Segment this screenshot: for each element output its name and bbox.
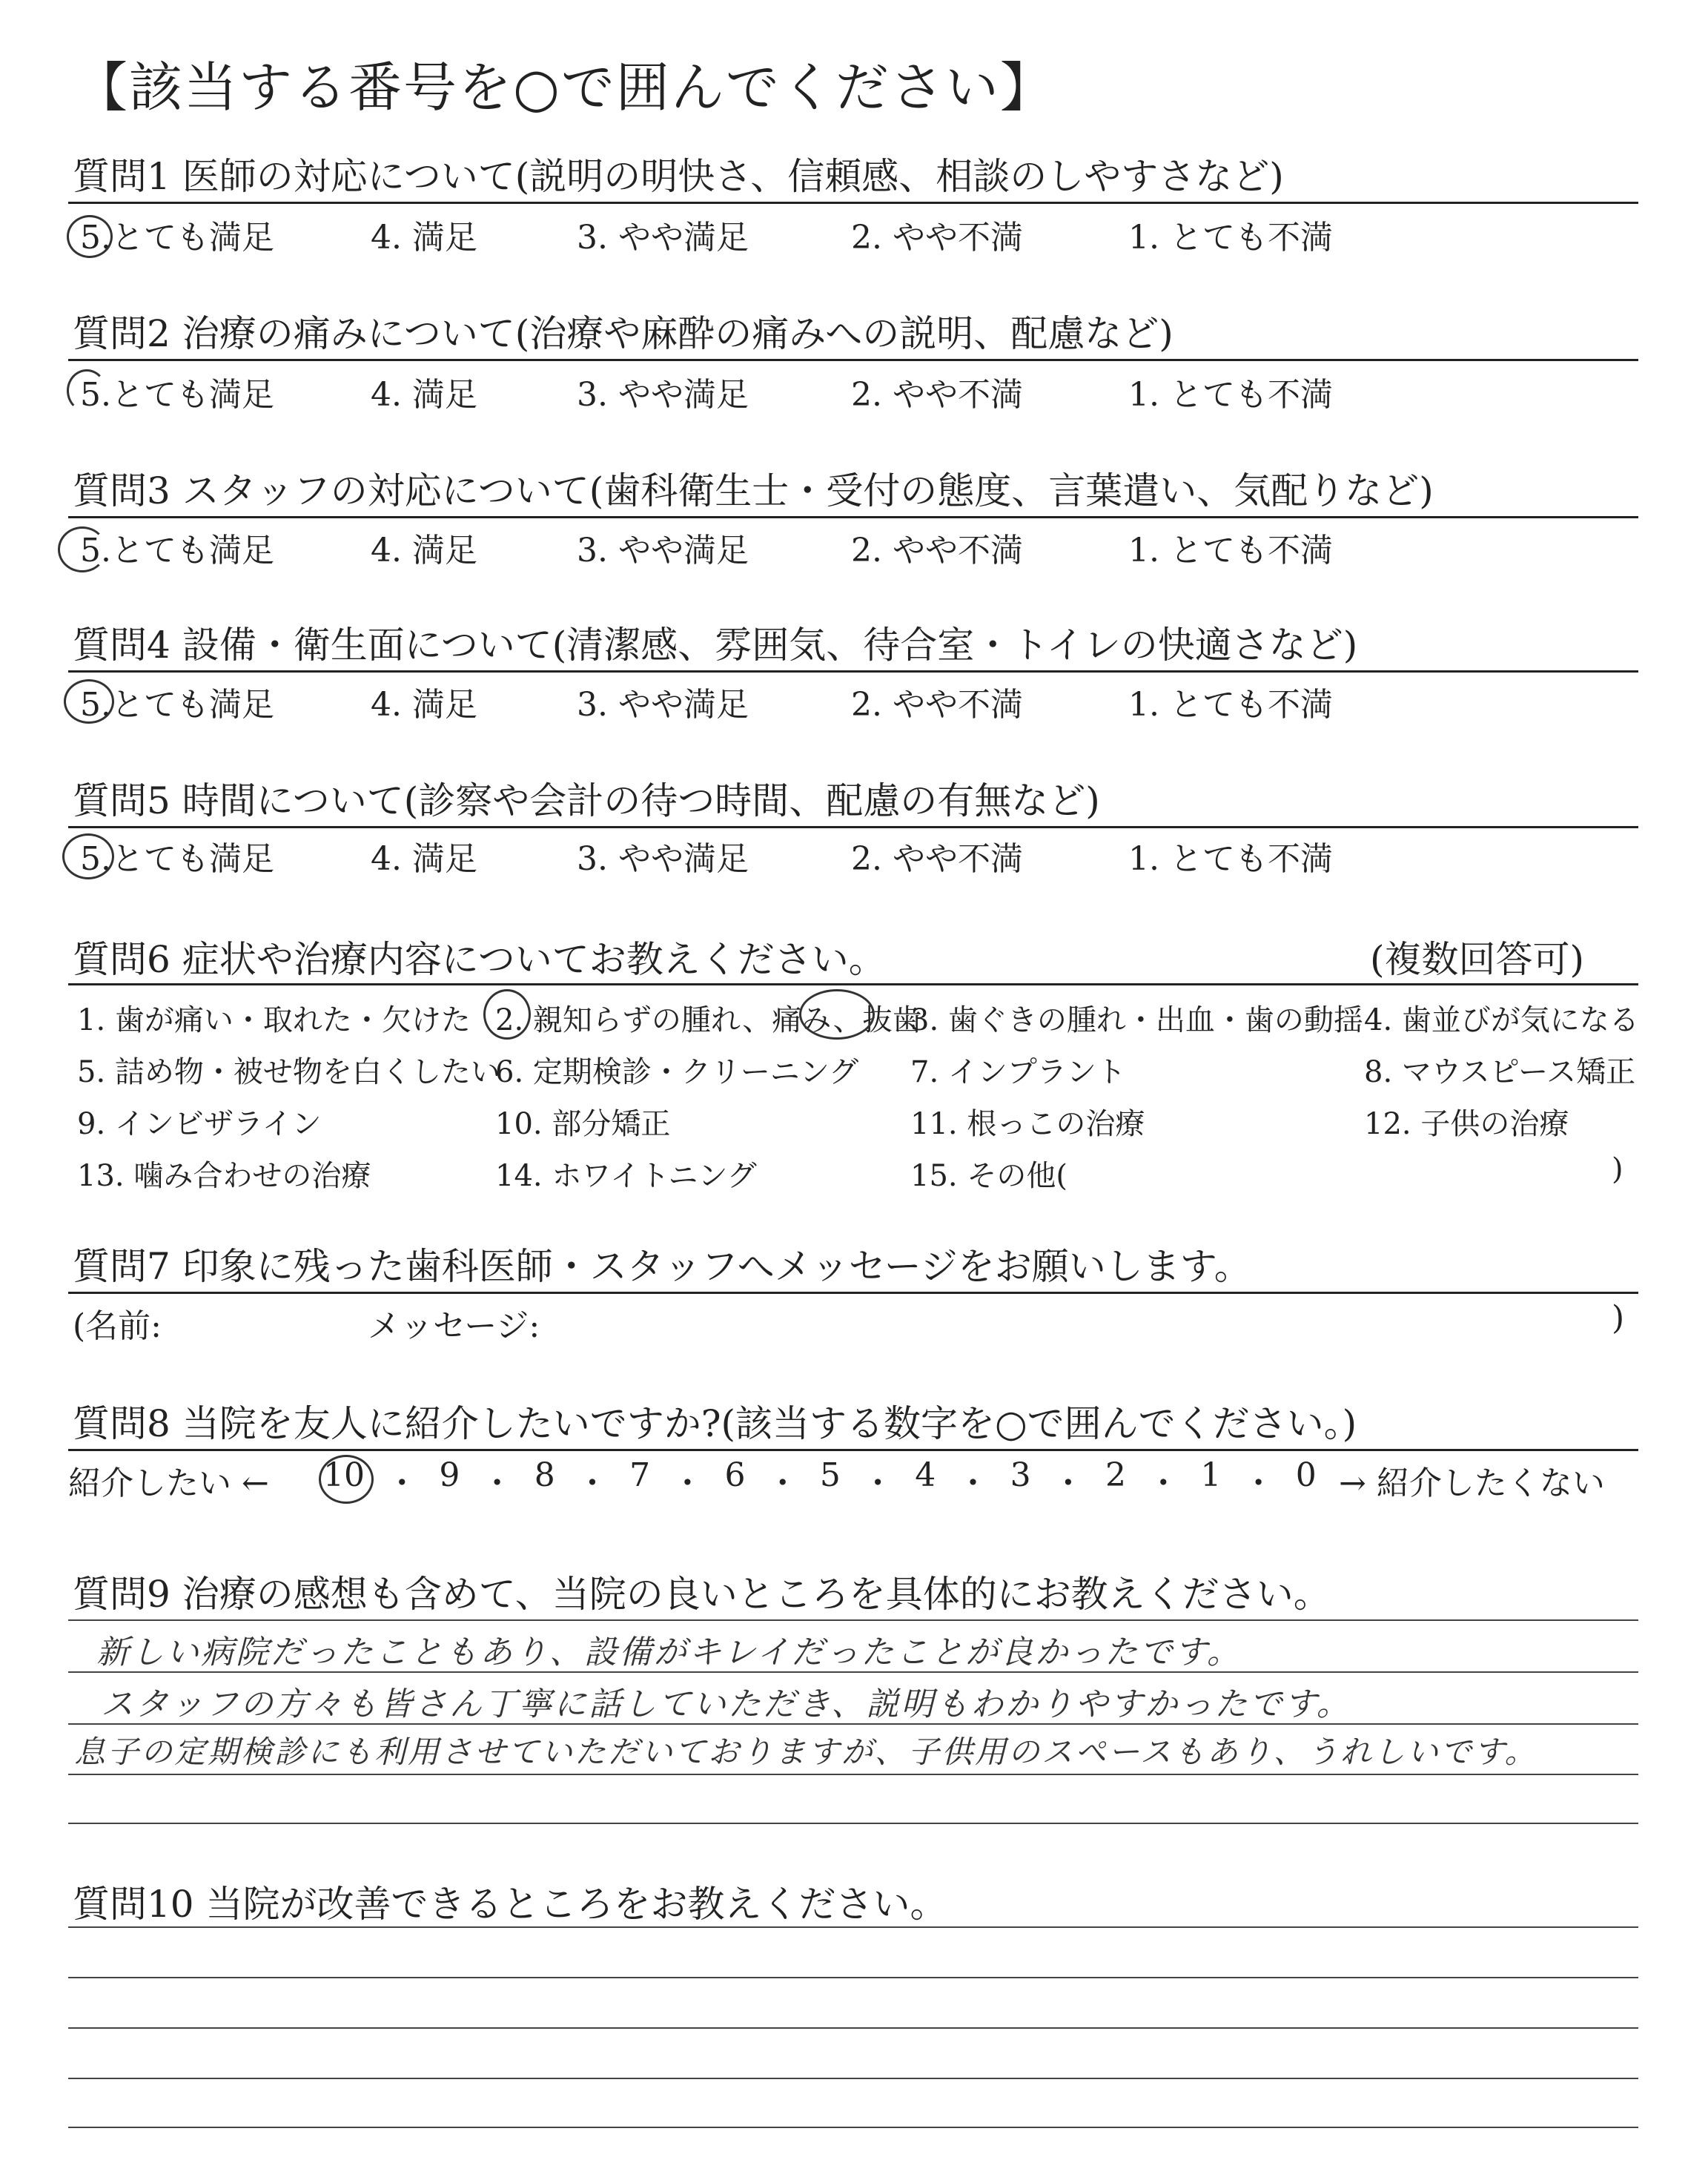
scale-dot: ・ bbox=[671, 1464, 704, 1502]
scale-dot: ・ bbox=[956, 1464, 990, 1502]
symptom-option[interactable]: 6. 定期検診・クリーニング bbox=[495, 1055, 859, 1089]
handwritten-answer: 息子の定期検診にも利用させていただいておりますが、子供用のスペースもあり、うれしいです。 bbox=[74, 1734, 1538, 1770]
close-paren: ) bbox=[1612, 1299, 1625, 1337]
divider bbox=[68, 1292, 1638, 1294]
rating-option-1[interactable]: 1. とても不満 bbox=[1128, 532, 1333, 569]
answer-line bbox=[68, 1926, 1638, 1928]
divider bbox=[68, 983, 1638, 985]
question-label: 質問3 スタッフの対応について(歯科衛生士・受付の態度、言葉遣い、気配りなど) bbox=[73, 469, 1434, 512]
answer-line bbox=[68, 1977, 1638, 1978]
handwritten-answer: スタッフの方々も皆さん丁寧に話していただき、説明もわかりやすかったです。 bbox=[101, 1685, 1351, 1723]
selection-circle bbox=[58, 526, 107, 572]
scale-dot: ・ bbox=[385, 1464, 419, 1502]
selection-circle bbox=[67, 215, 113, 258]
scale-value-6[interactable]: 6 bbox=[724, 1456, 746, 1494]
rating-option-3[interactable]: 3. やや満足 bbox=[577, 219, 749, 257]
question-label: 質問7 印象に残った歯科医師・スタッフへメッセージをお願いします。 bbox=[73, 1245, 1251, 1288]
answer-line bbox=[68, 2127, 1638, 2128]
divider bbox=[68, 826, 1638, 828]
rating-option-5[interactable]: 5.とても満足 bbox=[80, 376, 274, 414]
rating-option-5[interactable]: 5.とても満足 bbox=[80, 219, 274, 257]
rating-option-2[interactable]: 2. やや不満 bbox=[851, 686, 1023, 724]
rating-option-2[interactable]: 2. やや不満 bbox=[851, 532, 1023, 569]
divider bbox=[68, 1449, 1638, 1451]
question-label: 質問4 設備・衛生面について(清潔感、雰囲気、待合室・トイレの快適さなど) bbox=[73, 624, 1358, 667]
rating-option-1[interactable]: 1. とても不満 bbox=[1128, 686, 1333, 724]
other-close-paren: ) bbox=[1612, 1152, 1623, 1186]
answer-line bbox=[68, 1823, 1638, 1824]
scale-right-label: → 紹介したくない bbox=[1339, 1464, 1605, 1502]
scale-dot: ・ bbox=[1051, 1464, 1085, 1502]
rating-option-4[interactable]: 4. 満足 bbox=[371, 219, 477, 257]
recommend-scale bbox=[323, 1456, 1317, 1504]
symptom-option[interactable]: 1. 歯が痛い・取れた・欠けた bbox=[77, 1003, 471, 1037]
symptom-option[interactable]: 13. 噛み合わせの治療 bbox=[77, 1159, 371, 1193]
rating-option-3[interactable]: 3. やや満足 bbox=[577, 532, 749, 569]
question-label: 質問2 治療の痛みについて(治療や麻酔の痛みへの説明、配慮など) bbox=[73, 312, 1174, 355]
answer-line bbox=[68, 1723, 1638, 1725]
symptom-option[interactable]: 14. ホワイトニング bbox=[495, 1159, 757, 1193]
symptom-option[interactable]: 9. インビザライン bbox=[77, 1107, 322, 1141]
page-title: 【該当する番号を○で囲んでください】 bbox=[74, 56, 1055, 119]
scale-value-5[interactable]: 5 bbox=[819, 1456, 841, 1494]
rating-option-2[interactable]: 2. やや不満 bbox=[851, 376, 1023, 414]
answer-line bbox=[68, 2027, 1638, 2029]
rating-option-5[interactable]: 5.とても満足 bbox=[80, 686, 274, 724]
question-label: 質問9 治療の感想も含めて、当院の良いところを具体的にお教えください。 bbox=[73, 1573, 1331, 1616]
rating-option-1[interactable]: 1. とても不満 bbox=[1128, 840, 1333, 878]
selection-circle bbox=[319, 1455, 374, 1504]
symptom-option[interactable]: 11. 根っこの治療 bbox=[910, 1107, 1145, 1141]
divider bbox=[68, 670, 1638, 673]
selection-circle bbox=[67, 369, 107, 412]
answer-line bbox=[68, 1774, 1638, 1775]
scale-left-label: 紹介したい ← bbox=[68, 1464, 269, 1502]
scale-value-10[interactable]: 10 bbox=[323, 1456, 365, 1494]
rating-option-5[interactable]: 5.とても満足 bbox=[80, 532, 274, 569]
scale-dot: ・ bbox=[1147, 1464, 1180, 1502]
divider bbox=[68, 359, 1638, 361]
scale-dot: ・ bbox=[575, 1464, 609, 1502]
symptom-option[interactable]: 15. その他( bbox=[910, 1159, 1068, 1193]
scale-value-3[interactable]: 3 bbox=[1010, 1456, 1031, 1494]
symptom-option[interactable]: 3. 歯ぐきの腫れ・出血・歯の動揺 bbox=[910, 1003, 1363, 1037]
scale-value-1[interactable]: 1 bbox=[1200, 1456, 1222, 1494]
question-label: 質問1 医師の対応について(説明の明快さ、信頼感、相談のしやすさなど) bbox=[73, 155, 1284, 198]
scale-value-0[interactable]: 0 bbox=[1295, 1456, 1317, 1494]
selection-circle bbox=[64, 679, 114, 724]
selection-circle bbox=[799, 989, 875, 1040]
multiple-answer-note: (複数回答可) bbox=[1370, 938, 1585, 981]
rating-option-4[interactable]: 4. 満足 bbox=[371, 686, 477, 724]
handwritten-answer: 新しい病院だったこともあり、設備がキレイだったことが良かったです。 bbox=[96, 1634, 1242, 1671]
rating-option-1[interactable]: 1. とても不満 bbox=[1128, 219, 1333, 257]
rating-option-2[interactable]: 2. やや不満 bbox=[851, 840, 1023, 878]
symptom-option[interactable]: 5. 詰め物・被せ物を白くしたい bbox=[77, 1055, 500, 1089]
scale-value-8[interactable]: 8 bbox=[534, 1456, 555, 1494]
answer-line bbox=[68, 2078, 1638, 2079]
question-label: 質問5 時間について(診察や会計の待つ時間、配慮の有無など) bbox=[73, 779, 1100, 822]
scale-value-2[interactable]: 2 bbox=[1105, 1456, 1126, 1494]
rating-option-5[interactable]: 5.とても満足 bbox=[80, 840, 274, 878]
rating-option-3[interactable]: 3. やや満足 bbox=[577, 840, 749, 878]
name-label: (名前: bbox=[73, 1307, 162, 1345]
symptom-option[interactable]: 12. 子供の治療 bbox=[1364, 1107, 1569, 1141]
answer-line bbox=[68, 1671, 1638, 1673]
question-label: 質問10 当院が改善できるところをお教えください。 bbox=[73, 1883, 947, 1926]
scale-dot: ・ bbox=[480, 1464, 514, 1502]
answer-line bbox=[68, 1619, 1638, 1621]
rating-option-2[interactable]: 2. やや不満 bbox=[851, 219, 1023, 257]
symptom-option[interactable]: 4. 歯並びが気になる bbox=[1364, 1003, 1639, 1037]
selection-circle bbox=[62, 833, 114, 879]
scale-dot: ・ bbox=[861, 1464, 895, 1502]
rating-option-4[interactable]: 4. 満足 bbox=[371, 376, 477, 414]
scale-value-4[interactable]: 4 bbox=[915, 1456, 936, 1494]
rating-option-4[interactable]: 4. 満足 bbox=[371, 532, 477, 569]
symptom-option[interactable]: 7. インプラント bbox=[910, 1055, 1126, 1089]
scale-dot: ・ bbox=[1242, 1464, 1275, 1502]
rating-option-1[interactable]: 1. とても不満 bbox=[1128, 376, 1333, 414]
rating-option-4[interactable]: 4. 満足 bbox=[371, 840, 477, 878]
symptom-option[interactable]: 2. 親知らずの腫れ、痛み、抜歯 bbox=[495, 1003, 922, 1037]
scale-value-9[interactable]: 9 bbox=[439, 1456, 460, 1494]
question-label: 質問8 当院を友人に紹介したいですか?(該当する数字を○で囲んでください。) bbox=[73, 1402, 1357, 1445]
question-label: 質問6 症状や治療内容についてお教えください。 bbox=[73, 938, 886, 981]
rating-option-3[interactable]: 3. やや満足 bbox=[577, 376, 749, 414]
divider bbox=[68, 202, 1638, 204]
message-label: メッセージ: bbox=[368, 1307, 540, 1345]
divider bbox=[68, 516, 1638, 518]
symptom-option[interactable]: 10. 部分矯正 bbox=[495, 1107, 671, 1141]
selection-circle bbox=[483, 989, 531, 1040]
scale-dot: ・ bbox=[766, 1464, 799, 1502]
rating-option-3[interactable]: 3. やや満足 bbox=[577, 686, 749, 724]
scale-value-7[interactable]: 7 bbox=[629, 1456, 651, 1494]
symptom-option[interactable]: 8. マウスピース矯正 bbox=[1364, 1055, 1636, 1089]
